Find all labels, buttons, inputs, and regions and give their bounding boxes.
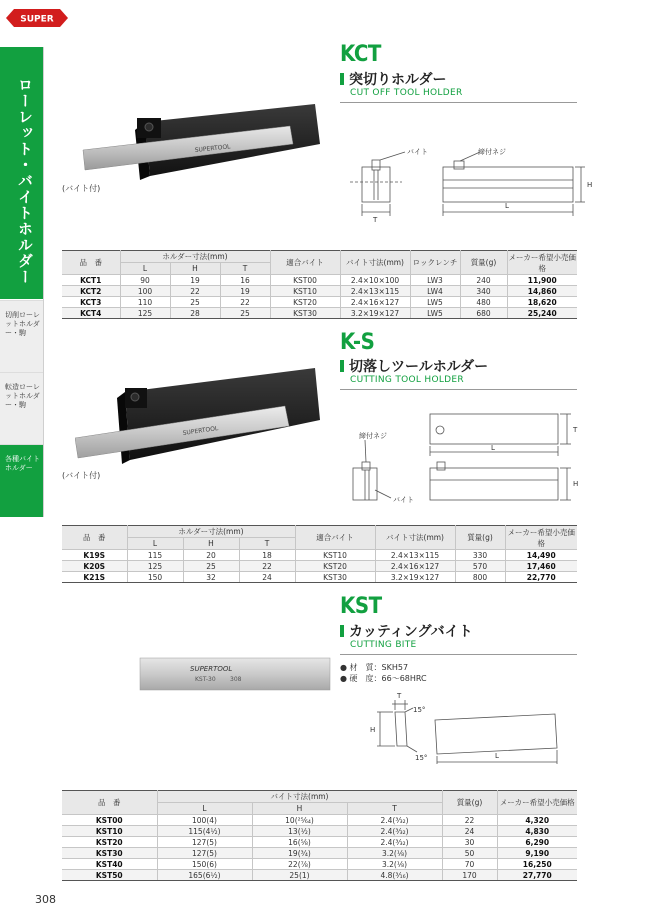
cell-code: KCT1: [62, 275, 120, 286]
ks-diagram-t-label: T: [573, 426, 578, 434]
cell-code: K19S: [62, 550, 127, 561]
cell-T: 2.4(³⁄₃₂): [347, 815, 442, 826]
cell-price: 17,460: [505, 561, 577, 572]
sidebar-tab-rolling-knurl[interactable]: [0, 372, 43, 444]
kct-spec-table: [62, 250, 577, 319]
table-row: [62, 275, 577, 286]
cell-bite-dim: 2.4×16×127: [340, 297, 410, 308]
kst-blade-sub: 308: [230, 676, 242, 683]
cell-price: 14,860: [507, 286, 577, 297]
cell-mass: 240: [460, 275, 507, 286]
ks-code-heading: K-S: [340, 330, 375, 355]
kst-heading-rule: [340, 654, 577, 655]
kst-diagram-h-label: H: [370, 726, 376, 734]
kst-blade-model: KST-30: [195, 676, 216, 683]
kst-title-jp: カッティングバイト: [340, 621, 473, 641]
kst-diagram-t-label: T: [397, 692, 402, 700]
ks-spec-table: [62, 525, 577, 583]
kct-header-wrench: ロックレンチ: [410, 251, 460, 275]
cell-mass: 340: [460, 286, 507, 297]
sidebar-category-title: ローレット・バイトホルダー: [16, 77, 34, 285]
cell-code: KST50: [62, 870, 157, 881]
cell-L: 127(5): [157, 848, 252, 859]
cell-bite-dim: 3.2×19×127: [375, 572, 455, 583]
cell-price: 11,900: [507, 275, 577, 286]
sidebar-tab-label: 各種バイトホルダー: [5, 455, 40, 472]
cell-bite-dim: 2.4×13×115: [340, 286, 410, 297]
cell-T: 18: [239, 550, 295, 561]
cell-mass: 170: [442, 870, 497, 881]
table-row: [62, 826, 577, 837]
sidebar-category: [0, 47, 43, 299]
cell-L: 115: [127, 550, 183, 561]
table-row: [62, 859, 577, 870]
cell-H: 22: [170, 286, 220, 297]
cell-L: 165(6¹⁄₂): [157, 870, 252, 881]
kst-title-en: CUTTING BITE: [350, 640, 417, 650]
cell-price: 27,770: [497, 870, 577, 881]
cell-H: 32: [183, 572, 239, 583]
cell-L: 100(4): [157, 815, 252, 826]
cell-H: 10(²⁵⁄₆₄): [252, 815, 347, 826]
cell-wrench: LW3: [410, 275, 460, 286]
cell-code: KCT3: [62, 297, 120, 308]
sidebar-tab-bite-holder[interactable]: [0, 444, 43, 517]
cell-bite: KST20: [295, 561, 375, 572]
cell-L: 90: [120, 275, 170, 286]
kct-diagram-t-label: T: [373, 216, 378, 224]
cell-bite: KST30: [295, 572, 375, 583]
cell-H: 20: [183, 550, 239, 561]
cell-L: 110: [120, 297, 170, 308]
kst-blade-brand: SUPERTOOL: [190, 665, 233, 673]
kct-heading-rule: [340, 102, 577, 103]
kct-product-image: [75, 100, 325, 185]
table-row: [62, 837, 577, 848]
ks-product-image: [75, 360, 325, 470]
kct-diagram-bite-label: バイト: [407, 148, 428, 156]
cell-T: 19: [220, 286, 270, 297]
kst-header-price: メーカー希望小売価格: [497, 791, 577, 815]
cell-H: 28: [170, 308, 220, 319]
kct-title-jp: 突切りホルダー: [340, 69, 446, 89]
kct-header-h: H: [170, 263, 220, 275]
cell-mass: 22: [442, 815, 497, 826]
cell-L: 115(4¹⁄₂): [157, 826, 252, 837]
cell-mass: 800: [455, 572, 505, 583]
cell-mass: 570: [455, 561, 505, 572]
cell-H: 16(⁵⁄₈): [252, 837, 347, 848]
ks-title-jp: 切落しツールホルダー: [340, 356, 488, 376]
cell-H: 22(⁷⁄₈): [252, 859, 347, 870]
cell-price: 6,290: [497, 837, 577, 848]
ks-diagram-l-label: L: [491, 444, 495, 452]
cell-L: 100: [120, 286, 170, 297]
cell-price: 9,190: [497, 848, 577, 859]
cell-bite-dim: 2.4×13×115: [375, 550, 455, 561]
cell-L: 150(6): [157, 859, 252, 870]
cell-H: 19: [170, 275, 220, 286]
cell-wrench: LW5: [410, 308, 460, 319]
cell-code: KCT4: [62, 308, 120, 319]
ks-dimension-diagram: [345, 410, 590, 510]
kst-header-t: T: [347, 803, 442, 815]
kst-header-code: 品 番: [62, 791, 157, 815]
ks-header-mass: 質量(g): [455, 526, 505, 550]
cell-mass: 70: [442, 859, 497, 870]
ks-diagram-screw-label: 締付ネジ: [359, 432, 387, 440]
cell-code: K21S: [62, 572, 127, 583]
kct-caption: (バイト付): [62, 184, 101, 193]
table-row: [62, 297, 577, 308]
cell-L: 150: [127, 572, 183, 583]
svg-text:SUPERTOOL: SUPERTOOL: [194, 143, 231, 154]
sidebar-tab-label: 転造ローレットホルダー・駒: [5, 383, 40, 409]
kst-header-bite-dim: バイト寸法(mm): [157, 791, 442, 803]
cell-mass: 50: [442, 848, 497, 859]
cell-H: 25(1): [252, 870, 347, 881]
cell-T: 25: [220, 308, 270, 319]
table-row: [62, 572, 577, 583]
cell-mass: 680: [460, 308, 507, 319]
kst-code-heading: KST: [340, 594, 382, 619]
kct-code-heading: KCT: [340, 42, 381, 67]
table-row: [62, 550, 577, 561]
kst-diagram-angle-top: 15°: [413, 706, 426, 714]
cell-mass: 330: [455, 550, 505, 561]
kct-diagram-h-label: H: [587, 181, 593, 189]
cell-H: 19(³⁄₄): [252, 848, 347, 859]
cell-T: 3.2(¹⁄₈): [347, 848, 442, 859]
cell-mass: 30: [442, 837, 497, 848]
cell-H: 25: [183, 561, 239, 572]
cell-price: 25,240: [507, 308, 577, 319]
cell-T: 22: [220, 297, 270, 308]
cell-mass: 24: [442, 826, 497, 837]
kst-dimension-diagram: [365, 690, 580, 770]
cell-wrench: LW4: [410, 286, 460, 297]
kct-diagram-l-label: L: [505, 202, 509, 210]
cell-code: KST10: [62, 826, 157, 837]
logo-text: SUPER: [20, 14, 54, 25]
cell-bite-dim: 2.4×10×100: [340, 275, 410, 286]
svg-text:SUPERTOOL: SUPERTOOL: [182, 425, 219, 437]
cell-T: 16: [220, 275, 270, 286]
cell-price: 16,250: [497, 859, 577, 870]
cell-bite-dim: 3.2×19×127: [340, 308, 410, 319]
cell-L: 125: [120, 308, 170, 319]
ks-header-code: 品 番: [62, 526, 127, 550]
cell-bite: KST20: [270, 297, 340, 308]
ks-header-h: H: [183, 538, 239, 550]
ks-header-bite-dim: バイト寸法(mm): [375, 526, 455, 550]
ks-header-bite: 適合バイト: [295, 526, 375, 550]
cell-T: 4.8(³⁄₁₆): [347, 870, 442, 881]
kct-title-en: CUT OFF TOOL HOLDER: [350, 88, 463, 98]
cell-L: 125: [127, 561, 183, 572]
cell-price: 18,620: [507, 297, 577, 308]
cell-price: 4,320: [497, 815, 577, 826]
sidebar-tab-label: 切削ローレットホルダー・駒: [5, 311, 40, 337]
kst-diagram-angle-bottom: 15°: [415, 754, 428, 762]
ks-header-price: メーカー希望小売価格: [505, 526, 577, 550]
super-logo: [6, 7, 68, 29]
cell-T: 3.2(¹⁄₈): [347, 859, 442, 870]
cell-T: 24: [239, 572, 295, 583]
cell-T: 22: [239, 561, 295, 572]
ks-diagram-h-label: H: [573, 480, 579, 488]
cell-mass: 480: [460, 297, 507, 308]
kct-header-mass: 質量(g): [460, 251, 507, 275]
kct-header-bite-dim: バイト寸法(mm): [340, 251, 410, 275]
kct-diagram-screw-label: 締付ネジ: [478, 148, 506, 156]
sidebar-divider: [43, 47, 44, 517]
cell-H: 13(¹⁄₂): [252, 826, 347, 837]
kct-header-price: メーカー希望小売価格: [508, 252, 576, 273]
cell-wrench: LW5: [410, 297, 460, 308]
cell-T: 2.4(³⁄₃₂): [347, 826, 442, 837]
cell-price: 14,490: [505, 550, 577, 561]
table-row: [62, 848, 577, 859]
table-row: [62, 815, 577, 826]
table-row: [62, 561, 577, 572]
ks-header-holder: ホルダー寸法(mm): [127, 526, 295, 538]
kst-spec-hardness: ● 硬 度：66〜68HRC: [340, 674, 427, 683]
kst-header-mass: 質量(g): [442, 791, 497, 815]
cell-code: KST30: [62, 848, 157, 859]
kct-header-code: 品 番: [62, 251, 120, 275]
kst-diagram-l-label: L: [495, 752, 499, 760]
cell-code: KST40: [62, 859, 157, 870]
ks-caption: (バイト付): [62, 471, 101, 480]
ks-header-l: L: [127, 538, 183, 550]
cell-price: 4,830: [497, 826, 577, 837]
kct-dimension-diagram: [350, 140, 600, 225]
cell-code: KCT2: [62, 286, 120, 297]
kst-header-h: H: [252, 803, 347, 815]
table-row: [62, 870, 577, 881]
cell-bite: KST00: [270, 275, 340, 286]
table-row: [62, 286, 577, 297]
kct-header-t: T: [220, 263, 270, 275]
page-number: 308: [35, 893, 56, 906]
cell-bite: KST10: [295, 550, 375, 561]
kst-spec-material: ● 材 質：SKH57: [340, 663, 409, 672]
kst-spec-list: [340, 662, 427, 684]
kct-header-holder: ホルダー寸法(mm): [120, 251, 270, 263]
kst-header-l: L: [157, 803, 252, 815]
cell-bite: KST30: [270, 308, 340, 319]
cell-H: 25: [170, 297, 220, 308]
ks-diagram-bite-label: バイト: [393, 496, 414, 504]
cell-L: 127(5): [157, 837, 252, 848]
cell-price: 22,770: [505, 572, 577, 583]
kct-header-bite: 適合バイト: [270, 251, 340, 275]
ks-heading-rule: [340, 389, 577, 390]
table-row: [62, 308, 577, 319]
kct-header-l: L: [120, 263, 170, 275]
cell-T: 2.4(³⁄₃₂): [347, 837, 442, 848]
cell-code: KST00: [62, 815, 157, 826]
ks-header-t: T: [239, 538, 295, 550]
cell-code: KST20: [62, 837, 157, 848]
kst-product-image: [135, 655, 335, 695]
sidebar-tab-cutting-knurl[interactable]: [0, 300, 43, 372]
cell-code: K20S: [62, 561, 127, 572]
ks-title-en: CUTTING TOOL HOLDER: [350, 375, 464, 385]
cell-bite-dim: 2.4×16×127: [375, 561, 455, 572]
kst-spec-table: [62, 790, 577, 881]
cell-bite: KST10: [270, 286, 340, 297]
